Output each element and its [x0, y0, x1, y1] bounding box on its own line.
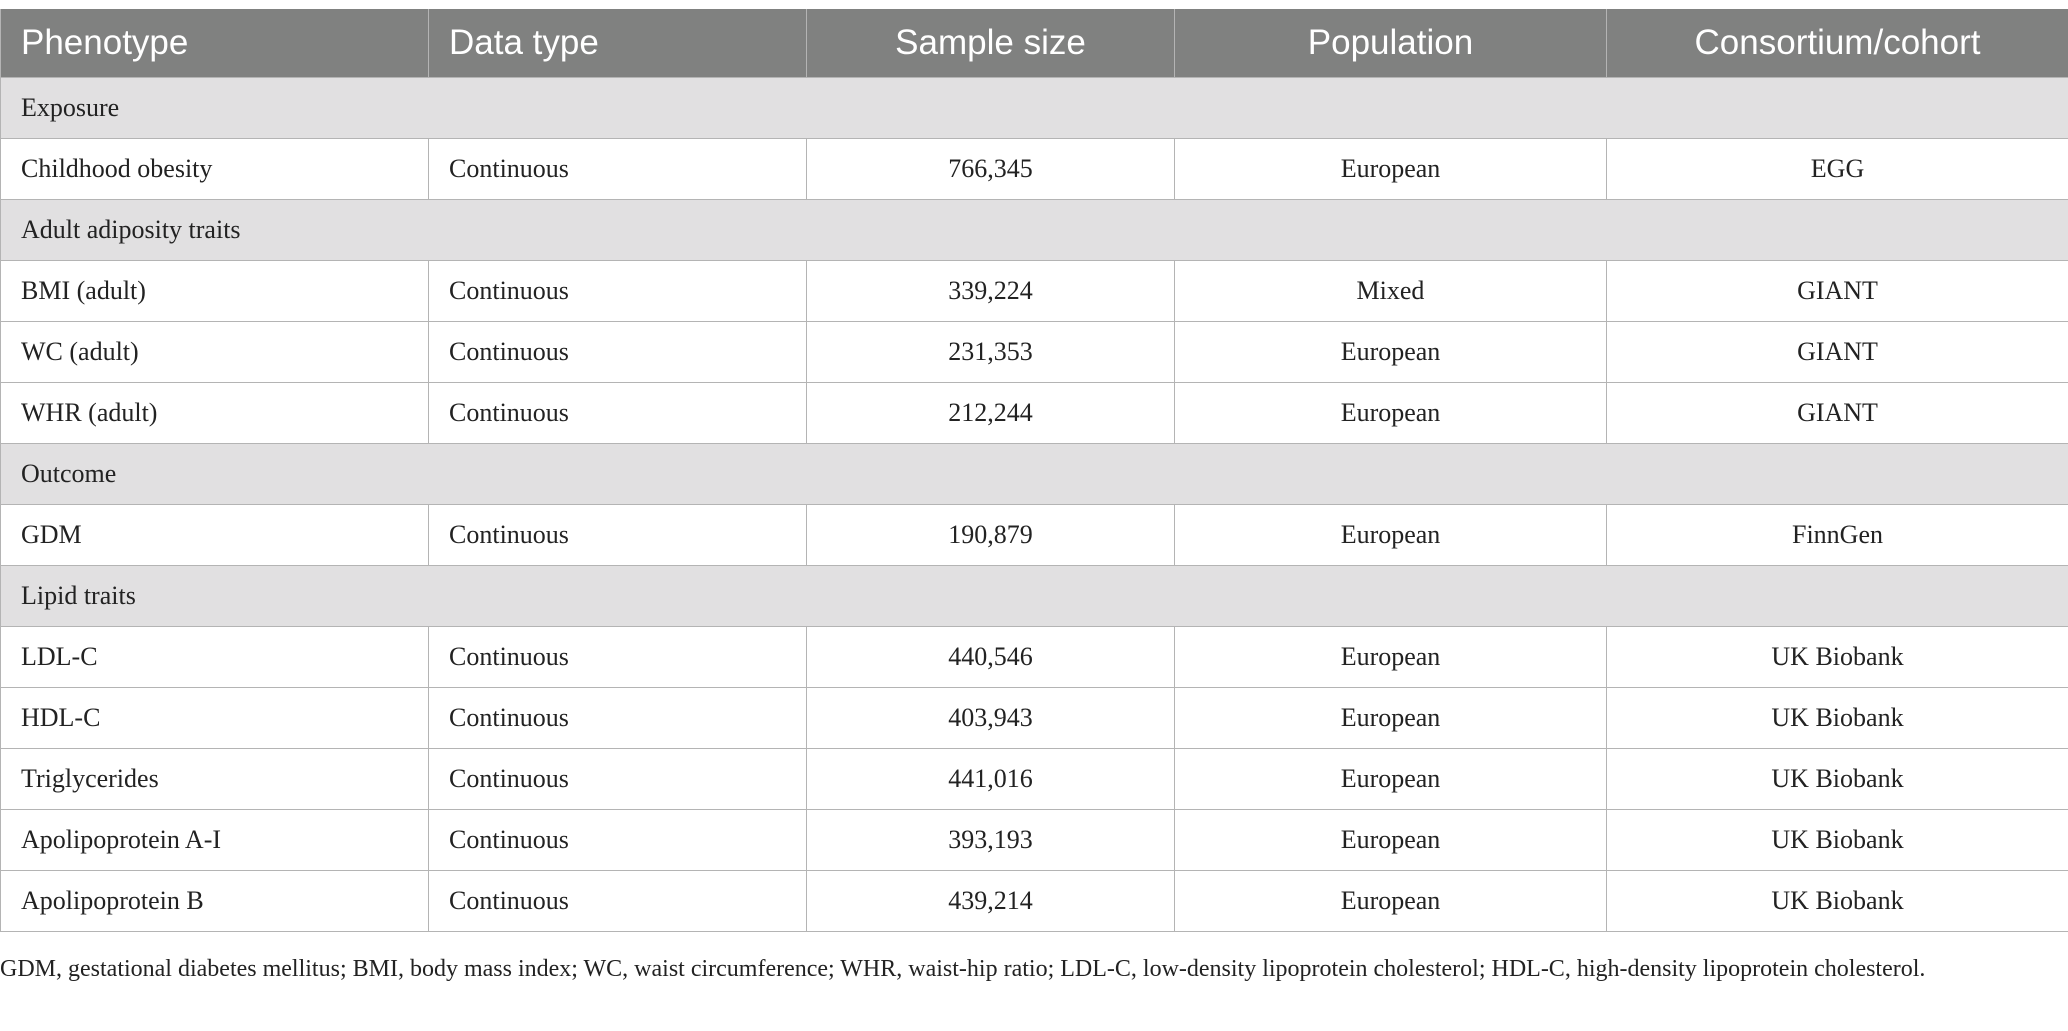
cell-consortium: UK Biobank [1607, 688, 2068, 749]
section-title: Lipid traits [1, 566, 2068, 627]
cell-sample-size: 766,345 [807, 139, 1175, 200]
section-title: Adult adiposity traits [1, 200, 2068, 261]
cell-consortium: GIANT [1607, 383, 2068, 444]
cell-phenotype: Childhood obesity [1, 139, 429, 200]
cell-population: European [1175, 383, 1607, 444]
cell-data-type: Continuous [429, 749, 807, 810]
cell-data-type: Continuous [429, 139, 807, 200]
table-row [1, 627, 2068, 688]
cell-population: European [1175, 871, 1607, 932]
cell-sample-size: 339,224 [807, 261, 1175, 322]
cell-phenotype: WHR (adult) [1, 383, 429, 444]
cell-consortium: EGG [1607, 139, 2068, 200]
section-row-exposure [1, 78, 2068, 139]
cell-data-type: Continuous [429, 383, 807, 444]
cell-consortium: GIANT [1607, 322, 2068, 383]
table-header-row [1, 9, 2068, 78]
cell-population: European [1175, 810, 1607, 871]
table-row [1, 688, 2068, 749]
table-row [1, 383, 2068, 444]
header-phenotype: Phenotype [1, 9, 429, 78]
cell-phenotype: HDL-C [1, 688, 429, 749]
table-row [1, 139, 2068, 200]
data-table-container [0, 9, 2068, 932]
table-row [1, 261, 2068, 322]
data-table [0, 9, 2068, 932]
cell-sample-size: 441,016 [807, 749, 1175, 810]
cell-sample-size: 231,353 [807, 322, 1175, 383]
cell-phenotype: Apolipoprotein B [1, 871, 429, 932]
cell-population: Mixed [1175, 261, 1607, 322]
cell-consortium: UK Biobank [1607, 810, 2068, 871]
cell-data-type: Continuous [429, 505, 807, 566]
cell-population: European [1175, 322, 1607, 383]
cell-data-type: Continuous [429, 627, 807, 688]
table-row [1, 810, 2068, 871]
cell-sample-size: 403,943 [807, 688, 1175, 749]
cell-sample-size: 212,244 [807, 383, 1175, 444]
header-population: Population [1175, 9, 1607, 78]
cell-population: European [1175, 505, 1607, 566]
cell-consortium: UK Biobank [1607, 871, 2068, 932]
cell-phenotype: GDM [1, 505, 429, 566]
table-row [1, 322, 2068, 383]
header-data-type: Data type [429, 9, 807, 78]
cell-consortium: FinnGen [1607, 505, 2068, 566]
table-row [1, 505, 2068, 566]
cell-population: European [1175, 688, 1607, 749]
section-row-outcome [1, 444, 2068, 505]
cell-phenotype: LDL-C [1, 627, 429, 688]
cell-consortium: UK Biobank [1607, 627, 2068, 688]
cell-phenotype: WC (adult) [1, 322, 429, 383]
cell-data-type: Continuous [429, 261, 807, 322]
header-sample-size: Sample size [807, 9, 1175, 78]
cell-data-type: Continuous [429, 810, 807, 871]
cell-data-type: Continuous [429, 322, 807, 383]
table-row [1, 871, 2068, 932]
table-footnote: GDM, gestational diabetes mellitus; BMI, body mass index; WC, waist circumference; WHR, waist-hip ratio; LDL-C, low-density lipoprotein cholesterol; HDL-C, high-density lipoprotein cholesterol. [0, 956, 1926, 982]
cell-population: European [1175, 139, 1607, 200]
section-title: Exposure [1, 78, 2068, 139]
cell-population: European [1175, 749, 1607, 810]
cell-sample-size: 190,879 [807, 505, 1175, 566]
cell-phenotype: Triglycerides [1, 749, 429, 810]
cell-phenotype: Apolipoprotein A-I [1, 810, 429, 871]
cell-phenotype: BMI (adult) [1, 261, 429, 322]
cell-consortium: GIANT [1607, 261, 2068, 322]
cell-consortium: UK Biobank [1607, 749, 2068, 810]
header-consortium: Consortium/cohort [1607, 9, 2068, 78]
section-row-adult-adiposity [1, 200, 2068, 261]
cell-sample-size: 393,193 [807, 810, 1175, 871]
cell-data-type: Continuous [429, 871, 807, 932]
cell-sample-size: 440,546 [807, 627, 1175, 688]
section-row-lipid-traits [1, 566, 2068, 627]
cell-sample-size: 439,214 [807, 871, 1175, 932]
cell-population: European [1175, 627, 1607, 688]
table-row [1, 749, 2068, 810]
cell-data-type: Continuous [429, 688, 807, 749]
section-title: Outcome [1, 444, 2068, 505]
